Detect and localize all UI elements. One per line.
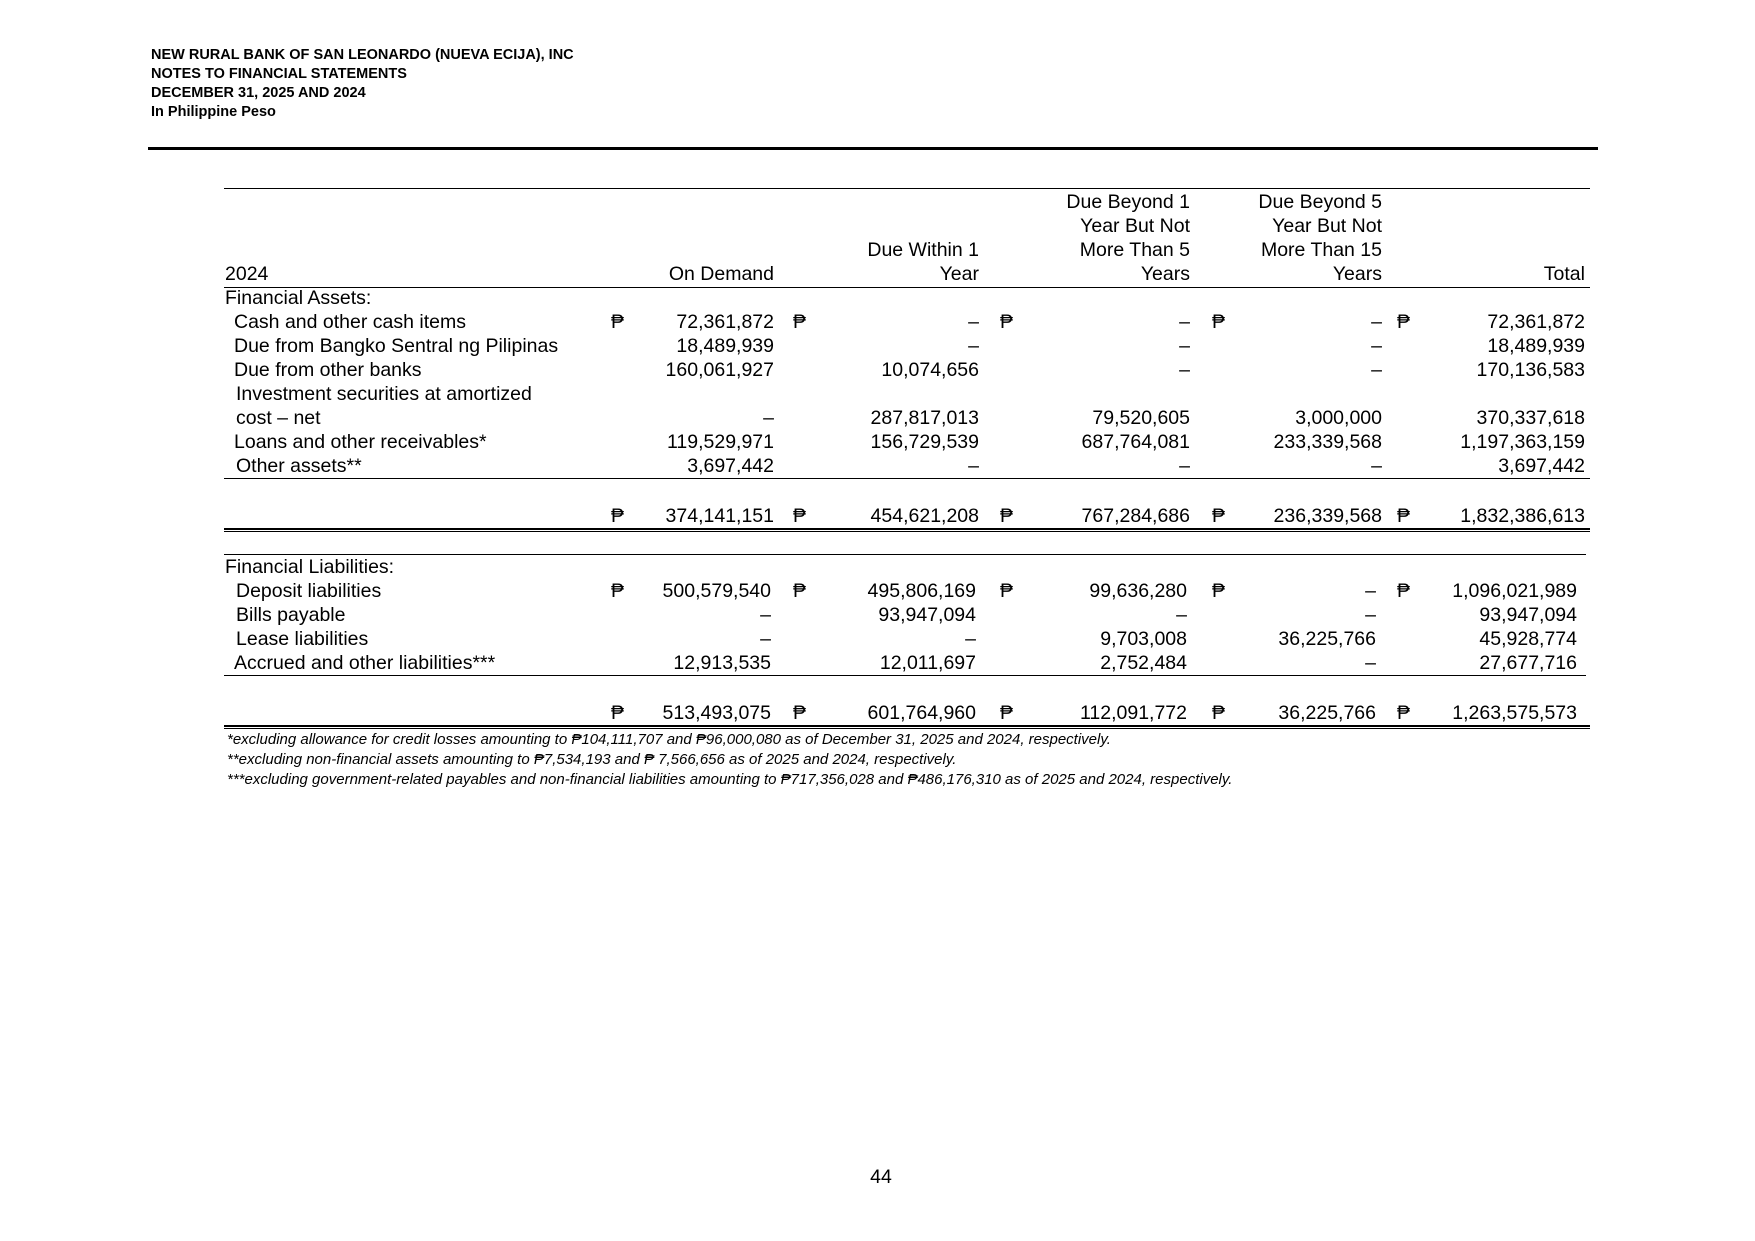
peso-symbol: ₱: [611, 702, 625, 724]
peso-symbol: ₱: [1397, 580, 1411, 602]
row-label: cost – net: [236, 407, 321, 429]
liabilities-subtotal-rule: [224, 675, 1586, 676]
table-cell: 287,817,013: [870, 407, 979, 429]
table-cell: 93,947,094: [1479, 604, 1577, 626]
table-cell: –: [1176, 604, 1187, 626]
peso-symbol: ₱: [611, 505, 625, 527]
column-header: Years: [1332, 263, 1382, 285]
row-label: Lease liabilities: [236, 628, 369, 650]
table-cell: 45,928,774: [1479, 628, 1577, 650]
column-header: Year: [939, 263, 979, 285]
column-header: On Demand: [668, 263, 774, 285]
year-label: 2024: [225, 263, 269, 285]
row-label: Loans and other receivables*: [234, 431, 487, 453]
total-cell: 513,493,075: [662, 702, 771, 724]
table-cell: 27,677,716: [1479, 652, 1577, 674]
table-cell: 500,579,540: [662, 580, 771, 602]
column-header: More Than 15: [1260, 239, 1382, 261]
total-cell: 36,225,766: [1278, 702, 1376, 724]
assets-total-rule-1: [224, 528, 1590, 530]
document-header: [151, 46, 574, 122]
currency-note: In Philippine Peso: [151, 104, 276, 120]
total-cell: 1,263,575,573: [1452, 702, 1577, 724]
total-cell: 601,764,960: [867, 702, 976, 724]
table-cell: 233,339,568: [1273, 431, 1382, 453]
table-cell: –: [1365, 580, 1376, 602]
table-cell: –: [1179, 455, 1190, 477]
assets-subtotal-rule: [224, 478, 1590, 479]
assets-total-rule-2: [224, 531, 1590, 532]
document-subtitle: NOTES TO FINANCIAL STATEMENTS: [151, 66, 407, 82]
table-cell: –: [1371, 455, 1382, 477]
table-cell: 3,697,442: [1498, 455, 1585, 477]
table-cell: 93,947,094: [878, 604, 976, 626]
total-cell: 454,621,208: [870, 505, 979, 527]
table-cell: –: [760, 604, 771, 626]
document-period: DECEMBER 31, 2025 AND 2024: [151, 85, 366, 101]
table-top-rule: [224, 188, 1590, 189]
row-label: Investment securities at amortized: [236, 383, 532, 405]
column-header: Year But Not: [1272, 215, 1382, 237]
peso-symbol: ₱: [1212, 580, 1226, 602]
peso-symbol: ₱: [1397, 505, 1411, 527]
footnote: *excluding allowance for credit losses amounting to ₱104,111,707 and ₱96,000,080 as of December 31, 2025 and 2024, respectively.: [227, 731, 1111, 748]
total-cell: 112,091,772: [1080, 702, 1187, 724]
column-header: Year But Not: [1080, 215, 1190, 237]
row-label: Accrued and other liabilities***: [234, 652, 496, 674]
company-name: NEW RURAL BANK OF SAN LEONARDO (NUEVA ECIJA), INC: [151, 47, 574, 63]
peso-symbol: ₱: [793, 702, 807, 724]
table-cell: 3,000,000: [1295, 407, 1382, 429]
column-header: Due Within 1: [867, 239, 979, 261]
page-number: 44: [870, 1166, 892, 1188]
table-cell: –: [968, 311, 979, 333]
table-cell: –: [1179, 359, 1190, 381]
row-label: Due from Bangko Sentral ng Pilipinas: [234, 335, 559, 357]
table-cell: 687,764,081: [1081, 431, 1190, 453]
liabilities-total-rule-1: [224, 725, 1590, 727]
row-label: Deposit liabilities: [236, 580, 382, 602]
header-rule: [148, 147, 1598, 150]
header-bottom-rule: [224, 287, 1590, 288]
table-cell: 18,489,939: [1487, 335, 1585, 357]
total-cell: 236,339,568: [1273, 505, 1382, 527]
peso-symbol: ₱: [1000, 580, 1014, 602]
peso-symbol: ₱: [1397, 702, 1411, 724]
peso-symbol: ₱: [611, 580, 625, 602]
table-cell: –: [1371, 359, 1382, 381]
table-cell: 10,074,656: [881, 359, 979, 381]
row-label: Bills payable: [236, 604, 346, 626]
column-header: Due Beyond 5: [1258, 191, 1382, 213]
peso-symbol: ₱: [1397, 311, 1411, 333]
section-title-assets: Financial Assets:: [225, 287, 372, 309]
table-cell: 12,011,697: [879, 652, 976, 674]
peso-symbol: ₱: [1212, 311, 1226, 333]
liabilities-total-rule-2: [224, 728, 1590, 729]
table-cell: –: [1179, 335, 1190, 357]
liabilities-top-rule: [224, 554, 1586, 555]
peso-symbol: ₱: [1212, 702, 1226, 724]
table-cell: 72,361,872: [676, 311, 774, 333]
table-cell: –: [1179, 311, 1190, 333]
table-cell: 9,703,008: [1100, 628, 1187, 650]
peso-symbol: ₱: [1212, 505, 1226, 527]
table-cell: –: [1371, 311, 1382, 333]
footnote: ***excluding government-related payables and non-financial liabilities amounting to ₱717,356,028 and ₱486,176,310 as of 2025 and 2024, respectively.: [227, 771, 1233, 788]
table-cell: –: [1365, 604, 1376, 626]
table-cell: –: [1365, 652, 1376, 674]
peso-symbol: ₱: [611, 311, 625, 333]
column-header: Total: [1543, 263, 1585, 285]
table-cell: –: [760, 628, 771, 650]
table-cell: –: [763, 407, 774, 429]
total-cell: 767,284,686: [1081, 505, 1190, 527]
row-label: Other assets**: [236, 455, 362, 477]
row-label: Due from other banks: [234, 359, 422, 381]
table-cell: 1,197,363,159: [1460, 431, 1585, 453]
peso-symbol: ₱: [793, 505, 807, 527]
peso-symbol: ₱: [1000, 505, 1014, 527]
table-cell: –: [965, 628, 976, 650]
table-cell: 2,752,484: [1100, 652, 1187, 674]
table-cell: 370,337,618: [1476, 407, 1585, 429]
column-header: Due Beyond 1: [1066, 191, 1190, 213]
table-cell: 36,225,766: [1278, 628, 1376, 650]
peso-symbol: ₱: [1000, 702, 1014, 724]
footnote: **excluding non-financial assets amounting to ₱7,534,193 and ₱ 7,566,656 as of 2025 and 2024, respectively.: [227, 751, 957, 768]
table-cell: 3,697,442: [687, 455, 774, 477]
peso-symbol: ₱: [1000, 311, 1014, 333]
table-cell: –: [968, 455, 979, 477]
section-title-liabilities: Financial Liabilities:: [225, 556, 395, 578]
table-cell: 99,636,280: [1089, 580, 1187, 602]
table-cell: 156,729,539: [870, 431, 979, 453]
column-header: Years: [1140, 263, 1190, 285]
table-cell: 12,913,535: [673, 652, 771, 674]
total-cell: 1,832,386,613: [1460, 505, 1585, 527]
table-cell: 495,806,169: [867, 580, 976, 602]
table-cell: –: [1371, 335, 1382, 357]
table-cell: 119,529,971: [667, 431, 774, 453]
table-cell: 18,489,939: [676, 335, 774, 357]
table-cell: 1,096,021,989: [1452, 580, 1577, 602]
total-cell: 374,141,151: [665, 505, 774, 527]
column-header: More Than 5: [1079, 239, 1190, 261]
table-cell: –: [968, 335, 979, 357]
table-cell: 170,136,583: [1476, 359, 1585, 381]
table-cell: 72,361,872: [1487, 311, 1585, 333]
row-label: Cash and other cash items: [234, 311, 466, 333]
peso-symbol: ₱: [793, 580, 807, 602]
table-cell: 160,061,927: [665, 359, 774, 381]
peso-symbol: ₱: [793, 311, 807, 333]
table-cell: 79,520,605: [1092, 407, 1190, 429]
